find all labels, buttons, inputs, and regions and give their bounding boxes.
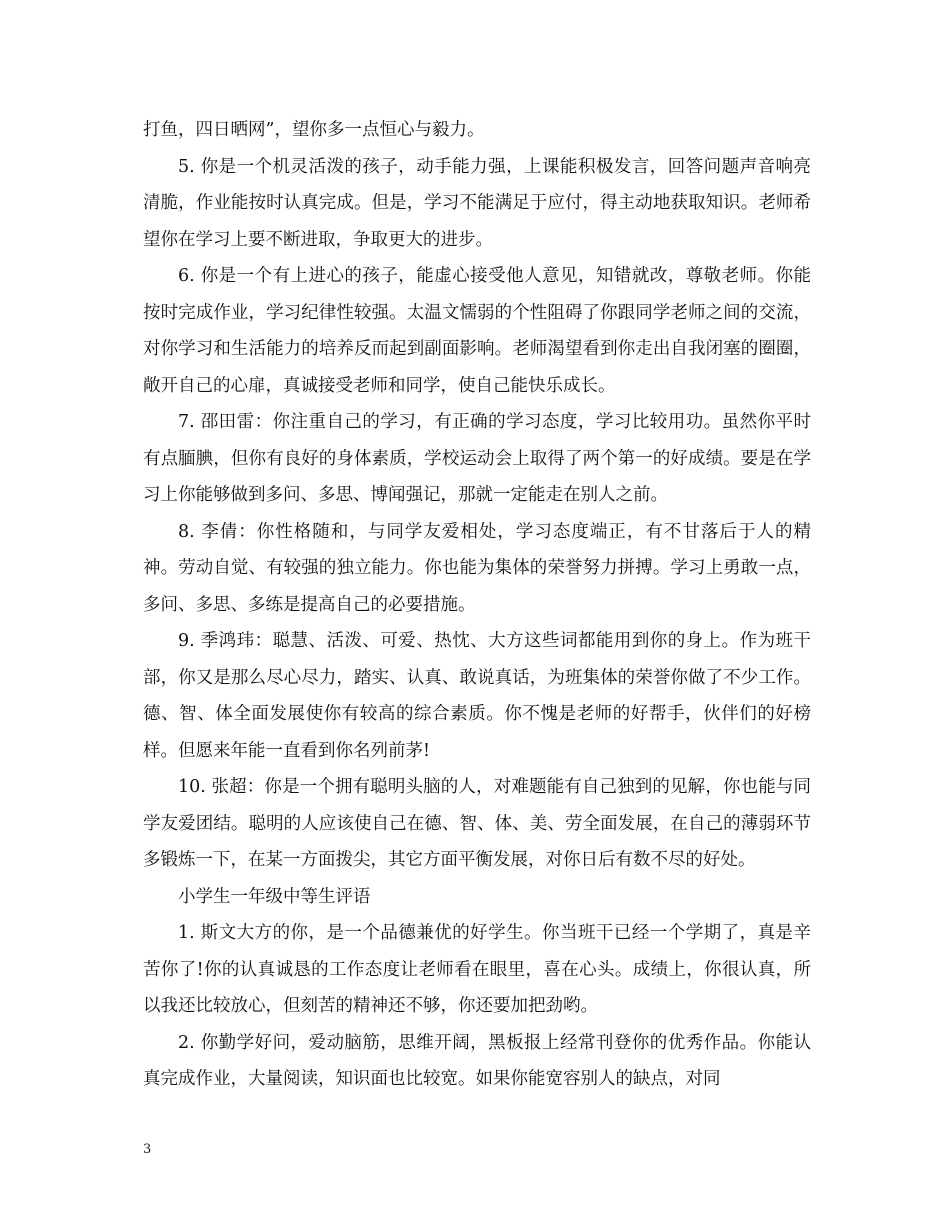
paragraph-comment-10: 10. 张超：你是一个拥有聪明头脑的人，对难题能有自己独到的见解，你也能与同学友爱团结。聪明的人应该使自己在德、智、体、美、劳全面发展，在自己的薄弱环节多锻炼一下，在某一方面拨尖，其它方面平衡发展，对你日后有数不尽的好处。 — [143, 777, 811, 870]
paragraph-continuation: 打鱼，四日晒网”，望你多一点恒心与毅力。 — [143, 120, 485, 140]
paragraph-comment-7: 7. 邵田雷：你注重自己的学习，有正确的学习态度，学习比较用功。虽然你平时有点腼腆，但你有良好的身体素质，学校运动会上取得了两个第一的好成绩。要是在学习上你能够做到多问、多思、博闻强记，那就一定能走在别人之前。 — [143, 412, 811, 505]
section-heading: 小学生一年级中等生评语 — [178, 886, 371, 907]
paragraph-mid-comment-2: 2. 你勤学好问，爱动脑筋，思维开阔，黑板报上经常刊登你的优秀作品。你能认真完成作业，大量阅读，知识面也比较宽。如果你能宽容别人的缺点，对同 — [143, 1032, 811, 1089]
paragraph-comment-6: 6. 你是一个有上进心的孩子，能虚心接受他人意见，知错就改，尊敬老师。你能按时完成作业，学习纪律性较强。太温文懦弱的个性阻碍了你跟同学老师之间的交流，对你学习和生活能力的培养反而起到副面影响。老师渴望看到你走出自我闭塞的圈圈，敞开自己的心扉，真诚接受老师和同学，使自己能快乐成长。 — [143, 266, 811, 396]
paragraph-comment-8: 8. 李倩：你性格随和，与同学友爱相处，学习态度端正，有不甘落后于人的精神。劳动自觉、有较强的独立能力。你也能为集体的荣誉努力拼搏。学习上勇敢一点，多问、多思、多练是提高自己的必要措施。 — [143, 521, 811, 615]
paragraph-comment-9: 9. 季鸿玮：聪慧、活泼、可爱、热忱、大方这些词都能用到你的身上。作为班干部，你又是那么尽心尽力，踏实、认真、敢说真话，为班集体的荣誉你做了不少工作。德、智、体全面发展使你有较高的综合素质。你不愧是老师的好帮手，伙伴们的好榜样。但愿来年能一直看到你名列前茅! — [143, 631, 811, 761]
paragraph-comment-5: 5. 你是一个机灵活泼的孩子，动手能力强，上课能积极发言，回答问题声音响亮清脆，作业能按时认真完成。但是，学习不能满足于应付，得主动地获取知识。老师希望你在学习上要不断进取，争取更大的进步。 — [143, 156, 811, 250]
page-number: 3 — [143, 1142, 152, 1157]
document-body — [143, 112, 811, 1098]
paragraph-mid-comment-1: 1. 斯文大方的你，是一个品德兼优的好学生。你当班干已经一个学期了，真是辛苦你了!你的认真诚恳的工作态度让老师看在眼里，喜在心头。成绩上，你很认真，所以我还比较放心，但刻苦的精神还不够，你还要加把劲哟。 — [143, 923, 811, 1016]
